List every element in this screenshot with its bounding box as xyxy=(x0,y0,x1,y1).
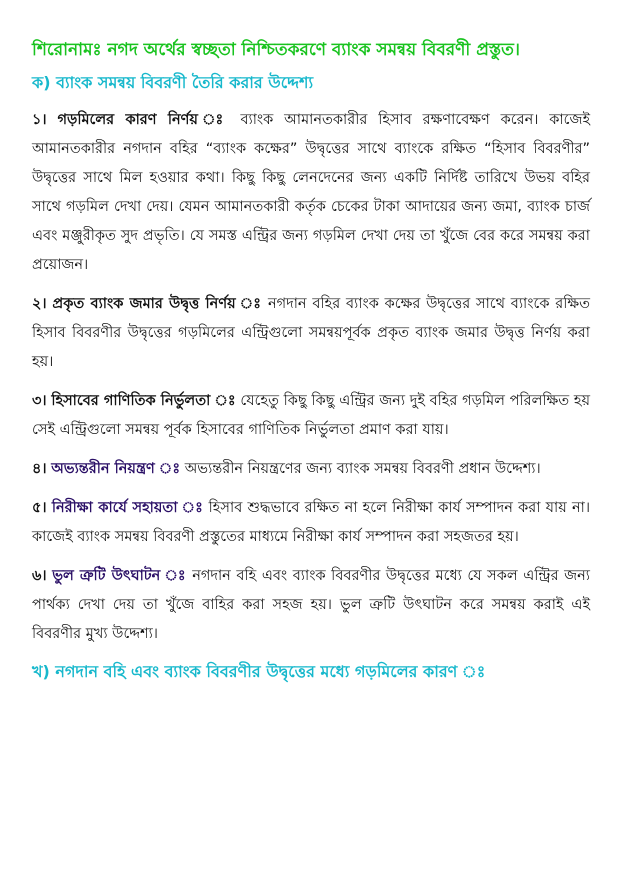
point-1-body: ব্যাংক আমানতকারীর হিসাব রক্ষণাবেক্ষণ করেন। কাজেই আমানতকারীর নগদান বহির “ব্যাংক কক্ষের” উদ্বৃত্তের সাথে ব্যাংকে রক্ষিত “হিসাব বিবরণীর” উদ্বৃত্তের সাথে মিল হওয়ার কথা। কিছু কিছু লেনদেনের জন্য একটি নির্দিষ্ট তারিখে উভয় বহির সাথে গড়মিল দেখা দেয়। যেমন আমানতকারী কর্তৃক চেকের টাকা আদায়ের জন্য জমা, ব্যাংক চার্জ এবং মঞ্জুরীকৃত সুদ প্রভৃতি। যে সমস্ত এন্ট্রির জন্য গড়মিল দেখা দেয় তা খুঁজে বের করে সমন্বয় করা প্রয়োজন। xyxy=(32,112,591,273)
point-1 xyxy=(32,106,590,280)
point-2 xyxy=(32,290,590,377)
point-3-lead: হিসাবের গাণিতিক নির্ভুলতা ঃ xyxy=(51,393,236,409)
point-2-body: নগদান বহির ব্যাংক কক্ষের উদ্বৃত্তের সাথে ব্যাংকে রক্ষিত হিসাব বিবরণীর উদ্বৃত্তের গড়মিলের এন্ট্রিগুলো সমন্বয়পূর্বক প্রকৃত ব্যাংক জমার উদ্বৃত্ত নির্ণয় করা হয়। xyxy=(32,296,591,370)
point-6-body: নগদান বহি এবং ব্যাংক বিবরণীর উদ্বৃত্তের মধ্যে যে সকল এন্ট্রির জন্য পার্থক্য দেখা দেয় তা খুঁজে বাহির করা সহজ হয়। ভুল ত্রুটি উৎঘাটন করে সমন্বয় করাই এই বিবরণীর মুখ্য উদ্দেশ্য। xyxy=(32,568,590,642)
point-2-number: ২। xyxy=(32,296,47,312)
document-page xyxy=(32,36,590,685)
section-ka-heading: ক) ব্যাংক সমন্বয় বিবরণী তৈরি করার উদ্দেশ্য xyxy=(32,73,314,92)
point-4-lead: অভ্যন্তরীন নিয়ন্ত্রণ ঃ xyxy=(51,461,181,477)
point-6-lead: ভুল ত্রুটি উৎঘাটন ঃ xyxy=(52,568,187,584)
point-3-number: ৩। xyxy=(32,393,47,409)
point-3 xyxy=(32,387,590,445)
point-5-lead: নিরীক্ষা কার্যে সহায়তা ঃ xyxy=(51,500,204,516)
point-6-number: ৬। xyxy=(32,568,47,584)
document-title: শিরোনামঃ নগদ অর্থের স্বচ্ছতা নিশ্চিতকরণে ব্যাংক সমন্বয় বিবরণী প্রস্তুত। xyxy=(32,40,520,60)
point-4-number: ৪। xyxy=(32,461,47,477)
point-1-number: ১। xyxy=(32,112,47,128)
point-4 xyxy=(32,455,590,484)
point-4-body: অভ্যন্তরীন নিয়ন্ত্রণের জন্য ব্যাংক সমন্বয় বিবরণী প্রধান উদ্দেশ্য। xyxy=(184,461,541,477)
point-3-body: যেহেতু কিছু কিছু এন্ট্রির জন্য দুই বহির গড়মিল পরিলক্ষিত হয় সেই এন্ট্রিগুলো সমন্বয় পূর্বক হিসাবের গাণিতিক নির্ভুলতা প্রমাণ করা যায়। xyxy=(32,393,591,438)
point-1-lead: গড়মিলের কারণ নির্ণয় ঃ xyxy=(57,112,230,128)
point-5-body: হিসাব শুদ্ধভাবে রক্ষিত না হলে নিরীক্ষা কার্য সম্পাদন করা যায় না। কাজেই ব্যাংক সমন্বয় বিবরণী প্রস্তুতের মাধ্যমে নিরীক্ষা কার্য সম্পাদন করা সহজতর হয়। xyxy=(32,500,591,545)
point-5 xyxy=(32,494,590,552)
point-2-lead: প্রকৃত ব্যাংক জমার উদ্বৃত্ত নির্ণয় ঃ xyxy=(52,296,263,312)
point-6 xyxy=(32,562,590,649)
point-5-number: ৫। xyxy=(32,500,47,516)
section-kha-heading: খ) নগদান বহি এবং ব্যাংক বিবরণীর উদ্বৃত্তের মধ্যে গড়মিলের কারণ ঃ xyxy=(32,662,486,681)
